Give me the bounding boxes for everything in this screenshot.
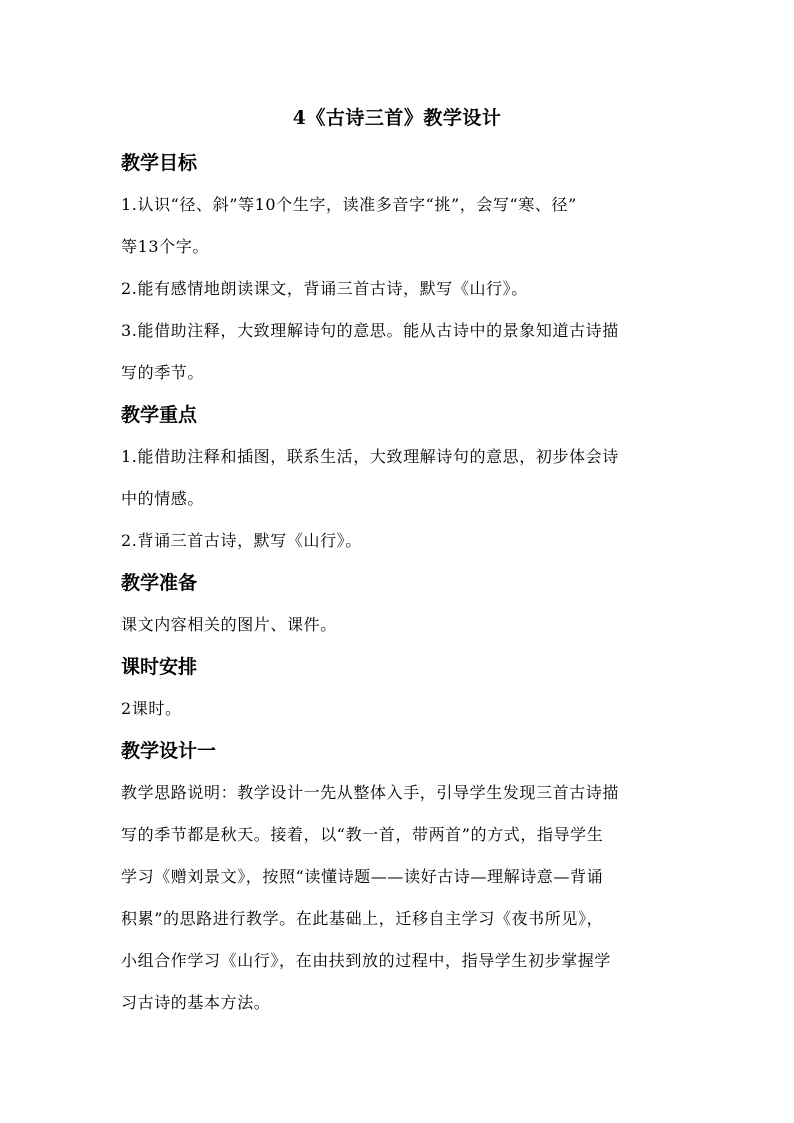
paragraph-line: 等13个字。	[121, 237, 209, 256]
paragraph-line: 3.能借助注释，大致理解诗句的意思。能从古诗中的景象知道古诗描	[121, 321, 619, 340]
paragraph-line: 学习《赠刘景文》，按照“读懂诗题——读好古诗—理解诗意—背诵	[121, 867, 604, 886]
paragraph-line: 1.能借助注释和插图，联系生活，大致理解诗句的意思，初步体会诗	[121, 447, 619, 466]
paragraph	[121, 436, 681, 520]
section-heading: 课时安排	[121, 656, 198, 678]
section-heading: 教学设计一	[121, 740, 217, 762]
section-heading: 教学目标	[121, 152, 198, 174]
paragraph	[121, 310, 681, 394]
section-teaching-goals	[121, 142, 681, 394]
paragraph-line: 教学思路说明：教学设计一先从整体入手，引导学生发现三首古诗描	[121, 783, 620, 802]
section-class-schedule	[121, 646, 681, 730]
section-teaching-design-one	[121, 730, 681, 1024]
document-body	[121, 142, 681, 1024]
paragraph-line: 积累”的思路进行教学。在此基础上，迁移自主学习《夜书所见》，	[121, 909, 604, 928]
paragraph-line: 写的季节都是秋天。接着，以“教一首，带两首”的方式，指导学生	[121, 825, 604, 844]
paragraph-line: 写的季节。	[121, 363, 205, 382]
paragraph-line: 习古诗的基本方法。	[121, 993, 271, 1012]
paragraph-line: 2.能有感情地朗读课文，背诵三首古诗，默写《山行》。	[121, 279, 528, 298]
section-teaching-focus	[121, 394, 681, 562]
paragraph-line: 1.认识“径、斜”等10个生字，读准多音字“挑”，会写“寒、径”	[121, 195, 577, 214]
paragraph-line: 2.背诵三首古诗，默写《山行》。	[121, 531, 362, 550]
paragraph	[121, 604, 681, 646]
paragraph-line: 中的情感。	[121, 489, 205, 508]
paragraph	[121, 520, 681, 562]
section-teaching-preparation	[121, 562, 681, 646]
section-heading: 教学准备	[121, 572, 198, 594]
paragraph-line: 2课时。	[121, 699, 182, 718]
paragraph	[121, 772, 681, 1024]
section-heading: 教学重点	[121, 404, 198, 426]
paragraph	[121, 688, 681, 730]
paragraph	[121, 184, 681, 268]
paragraph	[121, 268, 681, 310]
paragraph-line: 课文内容相关的图片、课件。	[121, 615, 337, 634]
document-title: 4《古诗三首》教学设计	[292, 107, 502, 129]
paragraph-line: 小组合作学习《山行》，在由扶到放的过程中，指导学生初步掌握学	[121, 951, 612, 970]
